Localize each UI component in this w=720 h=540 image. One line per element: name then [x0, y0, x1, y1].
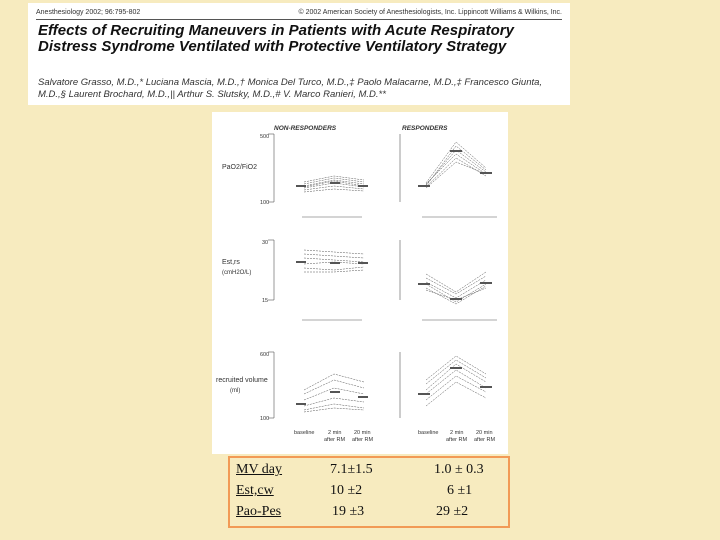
cell-responders-est-cw: 6 ±1 — [447, 483, 473, 498]
panel-recruited-volume — [216, 352, 492, 422]
xlabel-left-baseline: baseline — [294, 430, 315, 436]
panel3-ybottom: 100 — [260, 416, 270, 422]
header-rule — [36, 19, 562, 20]
panel2-ybottom: 15 — [262, 298, 269, 304]
cell-nonresponders-mv-day: 7.1±1.5 — [330, 462, 373, 477]
summary-table — [228, 456, 510, 528]
panel2-ylabel: Est,rs — [222, 259, 240, 266]
panel3-ytop: 600 — [260, 352, 270, 358]
results-figure — [212, 112, 508, 454]
panel1-ytop: 500 — [260, 134, 270, 140]
xlabel-right-20min: 20 min — [476, 430, 493, 436]
article-header — [28, 3, 570, 105]
panel-pao2-fio2 — [222, 134, 497, 217]
panel3-ylabel: recruited volume — [216, 377, 268, 384]
row-label-est-cw: Est,cw — [236, 483, 274, 498]
panel3-unit: (ml) — [230, 388, 241, 394]
panel-est-rs — [222, 240, 497, 320]
panel2-ytop: 30 — [262, 240, 269, 246]
xlabel-left-2min: 2 min — [328, 430, 342, 436]
xlabel-left-20min-after: after RM — [352, 437, 374, 443]
xlabel-right-20min-after: after RM — [474, 437, 496, 443]
cell-nonresponders-est-cw: 10 ±2 — [330, 483, 363, 498]
cell-nonresponders-pao-pes: 19 ±3 — [332, 504, 365, 519]
xlabel-right-2min: 2 min — [450, 430, 464, 436]
panel1-ylabel: PaO2/FiO2 — [222, 164, 258, 171]
xlabel-left-2min-after: after RM — [324, 437, 346, 443]
article-authors: Salvatore Grasso, M.D.,* Luciana Mascia, M.D.,† Monica Del Turco, M.D.,‡ Paolo Malacarne, M.D.,‡ Francesco Giunta, M.D.,§ Laurent Brochard, M.D.,|| Arthur S. Slutsky, M.D.,# V. Marco Ranieri, M.D.** — [38, 77, 543, 100]
copyright-notice: © 2002 American Society of Anesthesiologists, Inc. Lippincott Williams & Wilkins, Inc. — [298, 9, 562, 16]
cell-responders-pao-pes: 29 ±2 — [436, 504, 469, 519]
xlabel-right-2min-after: after RM — [446, 437, 468, 443]
xlabel-right-baseline: baseline — [418, 430, 439, 436]
col-label-nonresponders: NON-RESPONDERS — [274, 125, 337, 132]
col-label-responders: RESPONDERS — [402, 125, 448, 132]
xlabel-left-20min: 20 min — [354, 430, 371, 436]
cell-responders-mv-day: 1.0 ± 0.3 — [434, 462, 484, 477]
journal-citation: Anesthesiology 2002; 96:795-802 — [36, 9, 141, 16]
row-label-pao-pes: Pao-Pes — [236, 504, 282, 519]
panel1-ybottom: 100 — [260, 200, 270, 206]
figure-graphic — [212, 112, 508, 454]
row-label-mv-day: MV day — [236, 462, 283, 477]
panel2-unit: (cmH2O/L) — [222, 270, 252, 276]
article-title: Effects of Recruiting Maneuvers in Patients with Acute Respiratory Distress Syndrome Ventilated with Protective Ventilatory Strategy — [38, 22, 514, 55]
